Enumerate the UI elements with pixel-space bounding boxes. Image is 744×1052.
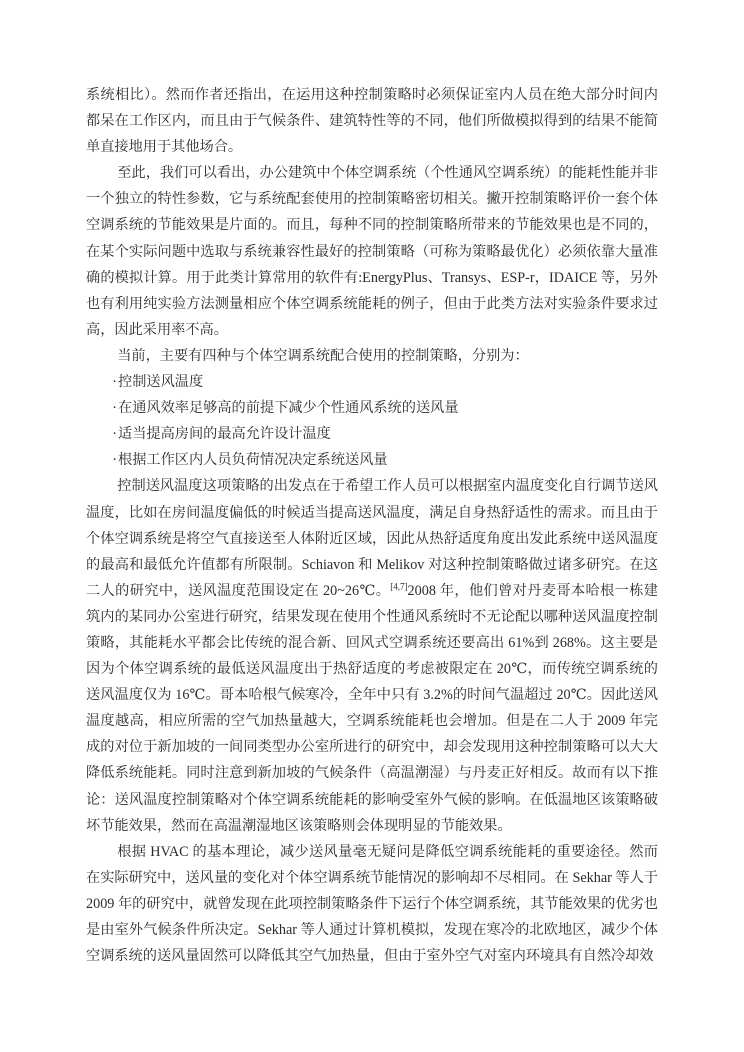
paragraph-list-intro: 当前，主要有四种与个体空调系统配合使用的控制策略，分别为：	[117, 347, 529, 364]
bullet-marker: ·	[112, 400, 117, 417]
bullet-item	[86, 395, 658, 421]
bullet-marker: ·	[112, 374, 117, 391]
bullet-text: 适当提高房间的最高允许设计温度	[118, 426, 331, 443]
paragraph-text: 2008 年，他们曾对丹麦哥本哈根一栋建筑内的某同办公室进行研究，结果发现在使用个性通风系统时不无论配以哪种送风温度控制策略，其能耗水平都会比传统的混合新、回风式空调系统还要高出 61%到 268%。这主要是因为个体空调系统的最低送风温度出于热舒适度的考虑被限定在 20℃，而传统空调系统的送风温度仅为 16℃。哥本哈根气候寒冷，全年中只有 3.2%的时间气温超过 20℃。因此送风温度越高，相应所需的空气加热量越大，空调系统能耗也会增加。但是在二人于 2009 年完成的对位于新加坡的一间同类型办公室所进行的研究中，却会发现用这种控制策略可以大大降低系统能耗。同时注意到新加坡的气候条件（高温潮湿）与丹麦正好相反。故而有以下推论：送风温度控制策略对个体空调系统能耗的影响受室外气候的影响。在低温地区该策略破坏节能效果，然而在高温潮湿地区该策略则会体现明显的节能效果。	[86, 582, 658, 834]
bullet-item	[86, 369, 658, 395]
paragraph: 至此，我们可以看出，办公建筑中个体空调系统（个性通风空调系统）的能耗性能并非一个独立的特性参数，它与系统配套使用的控制策略密切相关。撇开控制策略评价一套个体空调系统的节能效果是片面的。而且，每种不同的控制策略所带来的节能效果也是不同的，在某个实际问题中选取与系统兼容性最好的控制策略（可称为策略最优化）必须依靠大量准确的模拟计算。用于此类计算常用的软件有:EnergyPlus、Transys、ESP-r，IDAICE 等，另外也有利用纯实验方法测量相应个体空调系统能耗的例子，但由于此类方法对实验条件要求过高，因此采用率不高。	[86, 165, 658, 338]
paragraph-continuation: 系统相比）。然而作者还指出，在运用这种控制策略时必须保证室内人员在绝大部分时间内都呆在工作区内，而且由于气候条件、建筑特性等的不同，他们所做模拟得到的结果不能简单直接地用于其他场合。	[86, 87, 658, 156]
bullet-item	[86, 421, 658, 447]
citation-marker: [4,7]	[390, 581, 408, 592]
bullet-marker: ·	[112, 426, 117, 443]
paragraph: 根据 HVAC 的基本理论，减少送风量毫无疑问是降低空调系统能耗的重要途径。然而在实际研究中，送风量的变化对个体空调系统节能情况的影响却不尽相同。在 Sekhar 等人于 2009 年的研究中，就曾发现在此项控制策略条件下运行个体空调系统，其节能效果的优劣也是由室外气候条件所决定。Sekhar 等人通过计算机模拟，发现在寒冷的北欧地区，减少个体空调系统的送风量固然可以降低其空气加热量，但由于室外空气对室内环境具有自然冷却效	[86, 843, 658, 965]
bullet-text: 在通风效率足够高的前提下减少个性通风系统的送风量	[118, 400, 459, 417]
bullet-item	[86, 447, 658, 473]
paragraph	[86, 473, 658, 838]
paragraph-text: 控制送风温度这项策略的出发点在于希望工作人员可以根据室内温度变化自行调节送风温度，比如在房间温度偏低的时候适当提高送风温度，满足自身热舒适性的需求。而且由于个体空调系统是将空气直接送至人体附近区域，因此从热舒适度角度出发此系统中送风温度的最高和最低允许值都有所限制。Schiavon 和 Melikov 对这种控制策略做过诸多研究。在这二人的研究中，送风温度范围设定在 20~26℃。	[86, 478, 658, 599]
bullet-text: 根据工作区内人员负荷情况决定系统送风量	[118, 452, 388, 469]
bullet-marker: ·	[112, 452, 117, 469]
bullet-text: 控制送风温度	[118, 374, 204, 391]
